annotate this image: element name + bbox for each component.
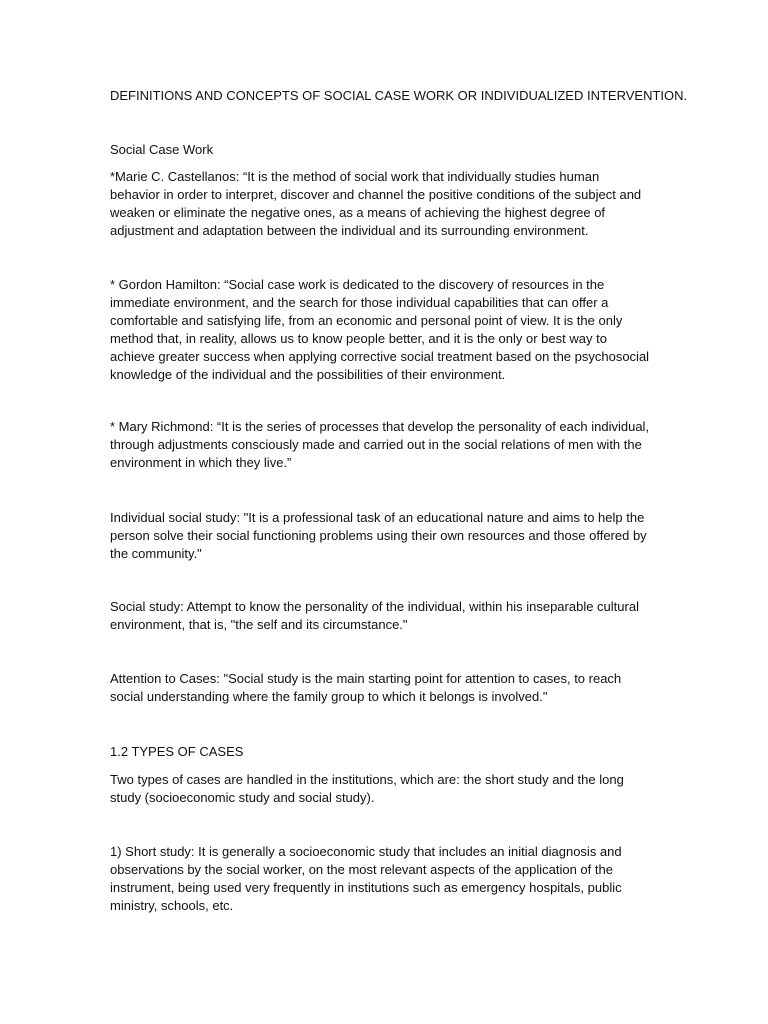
paragraph-line: * Mary Richmond: “It is the series of processes that develop the personality of each individual, — [110, 419, 650, 434]
paragraph-line: weaken or eliminate the negative ones, as a means of achieving the highest degree of — [110, 205, 606, 220]
paragraph-line: through adjustments consciously made and carried out in the social relations of men with the — [110, 437, 642, 452]
paragraph-line: method that, in reality, allows us to know people better, and it is the only or best way to — [110, 331, 607, 346]
paragraph-line: immediate environment, and the search for those individual capabilities that can offer a — [110, 295, 609, 310]
paragraph-line: Social study: Attempt to know the personality of the individual, within his inseparable cultural — [110, 599, 639, 614]
paragraph-line: *Marie C. Castellanos: “It is the method of social work that individually studies human — [110, 169, 600, 184]
paragraph-line: social understanding where the family group to which it belongs is involved." — [110, 689, 548, 704]
section-heading-line: Social Case Work — [110, 142, 214, 157]
paragraph-line: instrument, being used very frequently in institutions such as emergency hospitals, public — [110, 880, 622, 895]
section-heading-line: 1.2 TYPES OF CASES — [110, 744, 244, 759]
paragraph-richmond — [110, 418, 660, 472]
paragraph-line: observations by the social worker, on the most relevant aspects of the application of the — [110, 862, 613, 877]
paragraph-line: environment in which they live.” — [110, 455, 292, 470]
paragraph-line: 1) Short study: It is generally a socioeconomic study that includes an initial diagnosis and — [110, 844, 622, 859]
paragraph-line: knowledge of the individual and the possibilities of their environment. — [110, 367, 506, 382]
paragraph-line: the community." — [110, 546, 202, 561]
paragraph-social-study — [110, 598, 660, 634]
paragraph-short-study — [110, 843, 660, 915]
section-heading-types-of-cases — [110, 743, 660, 761]
paragraph-line: achieve greater success when applying corrective social treatment based on the psychosocial — [110, 349, 650, 364]
paragraph-line: comfortable and satisfying life, from an economic and personal point of view. It is the only — [110, 313, 623, 328]
paragraph-line: study (socioeconomic study and social study). — [110, 790, 375, 805]
paragraph-line: behavior in order to interpret, discover and channel the positive conditions of the subject and — [110, 187, 642, 202]
paragraph-line: * Gordon Hamilton: “Social case work is dedicated to the discovery of resources in the — [110, 277, 605, 292]
paragraph-line: Individual social study: "It is a professional task of an educational nature and aims to help the — [110, 510, 645, 525]
section-heading-social-case-work — [110, 141, 660, 159]
paragraph-attention-to-cases — [110, 670, 660, 706]
paragraph-line: environment, that is, "the self and its circumstance." — [110, 617, 408, 632]
paragraph-individual-social-study — [110, 509, 660, 563]
paragraph-line: person solve their social functioning problems using their own resources and those offered by — [110, 528, 647, 543]
document-title — [110, 87, 688, 105]
paragraph-line: Attention to Cases: "Social study is the main starting point for attention to cases, to reach — [110, 671, 622, 686]
paragraph-line: Two types of cases are handled in the institutions, which are: the short study and the long — [110, 772, 624, 787]
paragraph-castellanos — [110, 168, 660, 240]
title-line: DEFINITIONS AND CONCEPTS OF SOCIAL CASE WORK OR INDIVIDUALIZED INTERVENTION. — [110, 88, 688, 103]
paragraph-types-intro — [110, 771, 660, 807]
paragraph-hamilton — [110, 276, 660, 384]
paragraph-line: adjustment and adaptation between the individual and its surrounding environment. — [110, 223, 589, 238]
paragraph-line: ministry, schools, etc. — [110, 898, 234, 913]
